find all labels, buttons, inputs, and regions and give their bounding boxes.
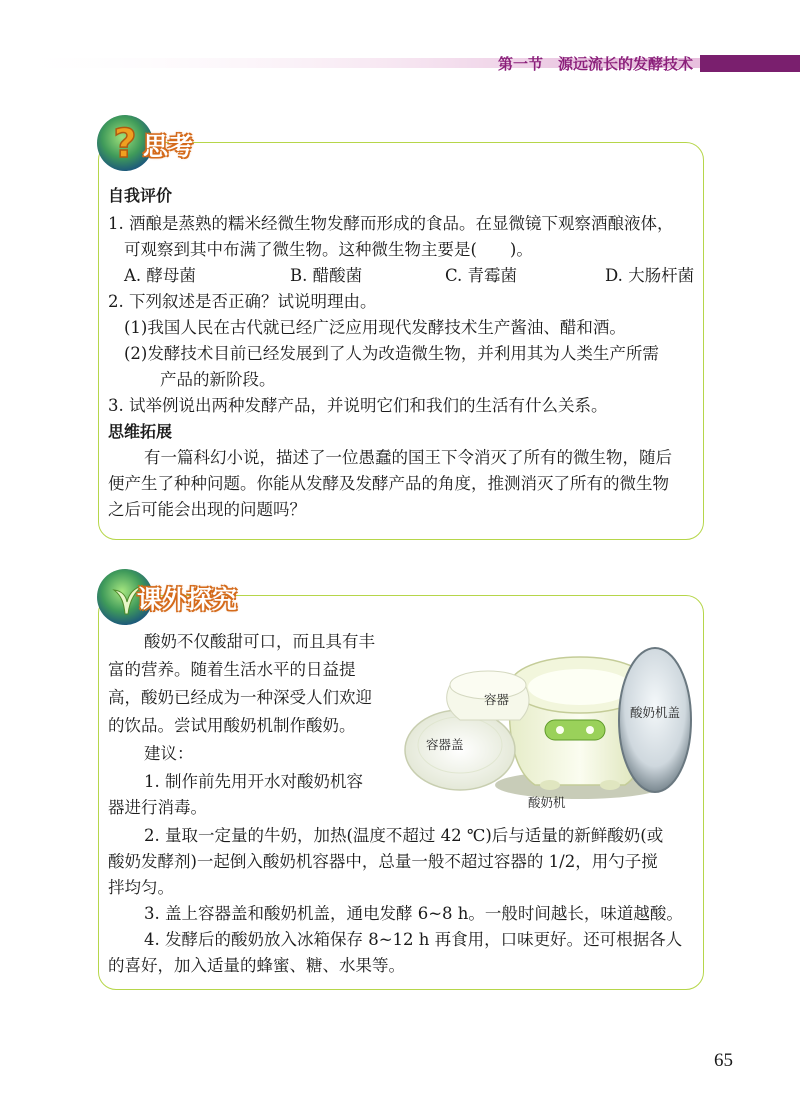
q1-line1: 1. 酒酿是蒸熟的糯米经微生物发酵而形成的食品。在显微镜下观察酒酿液体， — [108, 214, 674, 233]
step2-line2: 酸奶发酵剂)一起倒入酸奶机容器中，总量一般不超过容器的 1/2，用勺子搅 — [108, 852, 658, 871]
extend-line2: 便产生了种种问题。你能从发酵及发酵产品的角度，推测消灭了所有的微生物 — [108, 474, 669, 493]
q1-option-b: B. 醋酸菌 — [290, 266, 363, 285]
q2-item2-line1: (2)发酵技术目前已经发展到了人为改造微生物，并利用其为人类生产所需 — [124, 344, 659, 363]
q1-option-d: D. 大肠杆菌 — [605, 266, 695, 285]
step4-line2: 的喜好，加入适量的蜂蜜、糖、水果等。 — [108, 956, 405, 975]
step1-line2: 器进行消毒。 — [108, 798, 207, 817]
suggest-label: 建议： — [144, 744, 194, 763]
q3-line1: 3. 试举例说出两种发酵产品，并说明它们和我们的生活有什么关系。 — [108, 396, 608, 415]
explore-title: 课外探究 — [137, 585, 238, 614]
intro-line3: 高，酸奶已经成为一种深受人们欢迎 — [108, 688, 372, 707]
extend-line1: 有一篇科幻小说，描述了一位愚蠢的国王下令消灭了所有的微生物，随后 — [144, 448, 672, 467]
intro-line1: 酸奶不仅酸甜可口，而且具有丰 — [144, 632, 375, 651]
step1-line1: 1. 制作前先用开水对酸奶机容 — [144, 772, 363, 791]
q2-item2-line2: 产品的新阶段。 — [160, 370, 276, 389]
label-container-lid: 容器盖 — [426, 737, 464, 752]
q2-line1: 2. 下列叙述是否正确？试说明理由。 — [108, 292, 377, 311]
q1-option-c: C. 青霉菌 — [445, 266, 518, 285]
step2-line3: 拌均匀。 — [108, 878, 174, 897]
extend-heading: 思维拓展 — [108, 422, 173, 441]
think-title: 思考 — [143, 132, 194, 161]
q2-item1: (1)我国人民在古代就已经广泛应用现代发酵技术生产酱油、醋和酒。 — [124, 318, 626, 337]
extend-line3: 之后可能会出现的问题吗？ — [108, 500, 306, 519]
q1-option-a: A. 酵母菌 — [124, 266, 196, 285]
intro-line4: 的饮品。尝试用酸奶机制作酸奶。 — [108, 716, 356, 735]
step4-line1: 4. 发酵后的酸奶放入冰箱保存 8~12 h 再食用，口味更好。还可根据各人 — [144, 930, 683, 949]
label-container: 容器 — [484, 692, 510, 707]
photo-caption: 酸奶机 — [528, 795, 566, 810]
step2-line1: 2. 量取一定量的牛奶，加热(温度不超过 42 ℃)后与适量的新鲜酸奶(或 — [144, 826, 664, 845]
intro-line2: 富的营养。随着生活水平的日益提 — [108, 660, 356, 679]
step3-line: 3. 盖上容器盖和酸奶机盖，通电发酵 6~8 h。一般时间越长，味道越酸。 — [144, 904, 683, 923]
q1-line2: 可观察到其中布满了微生物。这种微生物主要是( )。 — [124, 240, 533, 259]
header-block — [700, 55, 800, 72]
label-machine-lid: 酸奶机盖 — [630, 705, 681, 720]
svg-text:?: ? — [113, 121, 137, 167]
chapter-header: 第一节 源远流长的发酵技术 — [498, 55, 694, 73]
page-number: 65 — [714, 1050, 733, 1071]
self-eval-heading: 自我评价 — [108, 186, 173, 205]
